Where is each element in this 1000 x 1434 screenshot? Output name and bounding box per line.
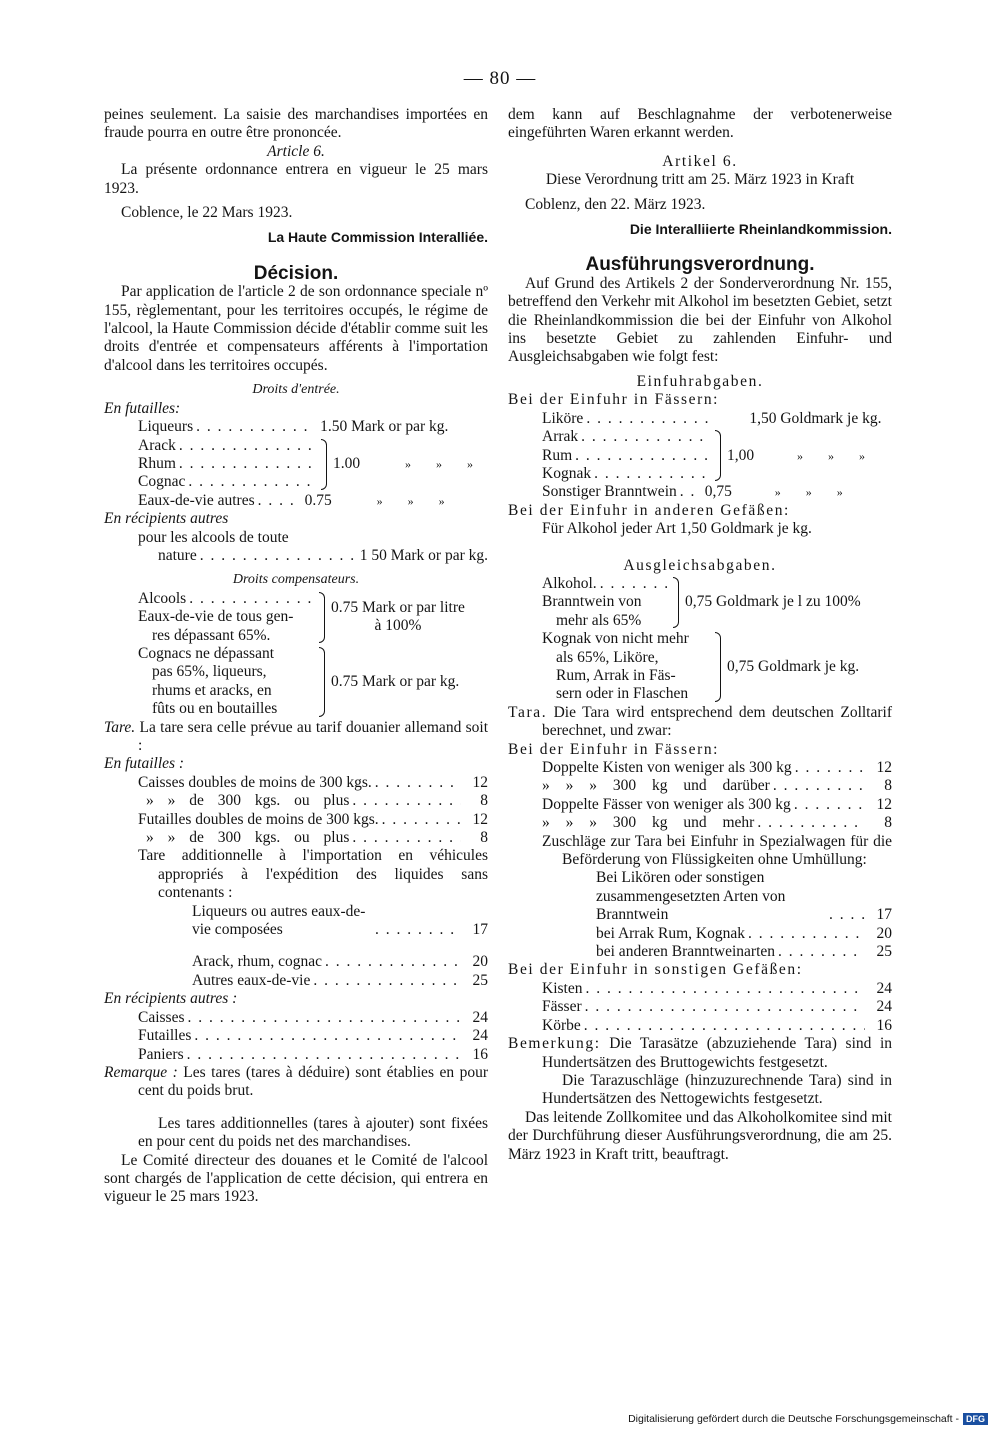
- left-remarque-label: Remarque :: [104, 1063, 178, 1081]
- left-place-date: Coblence, le 22 Mars 1923.: [121, 204, 293, 222]
- left-recip-row-0: Caisses . . . 24: [138, 1009, 488, 1027]
- left-pour-alcools-2: nature: [158, 546, 197, 564]
- right-comp1-line-0: Alkohol.: [542, 574, 597, 592]
- right-bemerkung-label: Bemerkung:: [508, 1035, 601, 1053]
- right-sonstiger-rate: 0,75: [704, 483, 732, 501]
- right-place-date: Coblenz, den 22. März 1923.: [525, 195, 706, 213]
- left-liqueurs-row: [138, 418, 488, 436]
- right-sonst-row-2: Körbe . . . 16: [542, 1017, 892, 1035]
- right-decision-title: Ausführungsverordnung.: [585, 254, 815, 276]
- left-eaux-autres-rate: 0.75: [304, 491, 332, 509]
- right-bei-faessern: Bei der Einfuhr in Fässern:: [508, 391, 720, 409]
- left-rhum: Rhum: [138, 454, 176, 472]
- credit-text: Digitalisierung gefördert durch die Deutsche Forschungsgemeinschaft -: [628, 1413, 959, 1425]
- left-en-recipients: En récipients autres: [104, 510, 229, 528]
- left-comp2: [104, 645, 488, 719]
- right-comp1-rate: 0,75 Goldmark je l zu 100%: [685, 593, 861, 611]
- left-comp2-rate: 0.75 Mark or par kg.: [331, 672, 460, 690]
- right-decision-text: Auf Grund des Artikels 2 der Sonderverordnung Nr. 155, betreffend den Verkehr mit Alkohol im besetzten Gebiet, setzt die Rheinlandkommission die bei der Einfuhr von Alkohol ins besetzte Gebiet zu zahlenden Einfuhr- und Ausgleichsabgaben wie folgt fest:: [508, 274, 892, 366]
- right-intro: dem kann auf Beschlagnahme der verbotenerweise eingeführten Waren erkannt werden.: [508, 106, 892, 142]
- right-group-rate: 1,00: [727, 446, 755, 464]
- page-number: — 80 —: [463, 68, 537, 89]
- left-group-rate: 1.00: [333, 454, 361, 472]
- left-tare-row-3: » » de 300 kgs. ou plus . . . 8: [138, 829, 488, 847]
- left-closing: Le Comité directeur des douanes et le Comité de l'alcool sont chargés de l'application de cette décision, qui entrera en vigueur le 25 mars 1923.: [104, 1151, 488, 1206]
- right-article-heading: Artikel 6.: [662, 152, 738, 170]
- dfg-logo: DFG: [963, 1413, 988, 1425]
- right-fuer-alkohol: Für Alkohol jeder Art 1,50 Goldmark je kg.: [542, 520, 812, 538]
- french-column: [104, 106, 488, 1207]
- right-comp2-line-2: Rum, Arrak in Fäs-: [556, 666, 676, 684]
- right-group-ditto: » » »: [797, 448, 865, 463]
- left-group-rows: [138, 437, 488, 492]
- left-comp1-line-0: Alcools: [138, 589, 187, 607]
- right-article-text: Diese Verordnung tritt am 25. März 1923 in Kraft: [545, 171, 855, 189]
- left-pour-alcools-rate: 1 50 Mark or par kg.: [359, 546, 488, 564]
- right-tara-row-1: » » » 300 kg und darüber . . . 8: [542, 777, 892, 795]
- left-arack: Arack: [138, 436, 176, 454]
- right-zuschlag-row-1: bei Arrak Rum, Kognak . . . 20: [596, 925, 892, 943]
- left-article-text: La présente ordonnance entrera en vigueur le 25 mars 1923.: [104, 161, 488, 197]
- right-comp2-line-0: Kognak von nicht mehr: [542, 630, 689, 648]
- left-eaux-autres: Eaux-de-vie autres: [138, 491, 255, 509]
- right-sonstiger-ditto: » » »: [774, 485, 843, 500]
- right-comp1-line-1: Branntwein von: [542, 593, 642, 611]
- right-zuschlaege-text: Die Tarazuschläge (hinzuzurechnende Tara) sind in Hundertsätzen des Nettogewichts festgesetzt.: [542, 1071, 892, 1108]
- left-tare-add-row-0: Liqueurs ou autres eaux-de-vie composées . . . 17: [192, 903, 488, 940]
- right-likoere-rate: 1,50 Goldmark je kg.: [749, 409, 882, 427]
- left-tare-row-2: Futailles doubles de moins de 300 kgs. . . . 12: [138, 811, 488, 829]
- right-sonst-row-0: Kisten . . . 24: [542, 980, 892, 998]
- right-comp1-line-2: mehr als 65%: [556, 611, 642, 629]
- right-zuschlag-row-2: bei anderen Branntweinarten . . . 25: [596, 943, 892, 961]
- right-zuschlag-row-0: Bei Likören oder sonstigen zusammengesetzten Arten von Branntwein . . . 17: [596, 869, 892, 924]
- left-en-futailles2: En futailles :: [104, 755, 185, 773]
- left-comp1-rate-1: à 100%: [374, 617, 422, 635]
- left-tares-add-text: Les tares additionnelles (tares à ajouter) sont fixées en pour cent du poids net des marchandises.: [138, 1114, 488, 1151]
- left-comp2-line-1: pas 65%, liqueurs,: [152, 663, 267, 681]
- right-kognak: Kognak: [542, 464, 592, 482]
- right-tara-row-2: Doppelte Fässer von weniger als 300 kg . . . 12: [542, 796, 892, 814]
- left-intro: peines seulement. La saisie des marchandises importées en fraude pourra en outre être prononcée.: [104, 106, 488, 142]
- left-remarque-text: Les tares (tares à déduire) sont établies en pour cent du poids brut.: [138, 1063, 488, 1100]
- left-comp2-line-2: rhums et aracks, en: [152, 681, 272, 699]
- right-sonst-row-1: Fässer . . . 24: [542, 998, 892, 1016]
- right-tara-row-0: Doppelte Kisten von weniger als 300 kg . . . 12: [542, 759, 892, 777]
- right-sonstiger-row: [542, 483, 892, 501]
- left-article-heading: Article 6.: [267, 142, 325, 160]
- left-tare-label: Tare.: [104, 718, 136, 736]
- right-ausgleich-heading: Ausgleichsabgaben.: [623, 556, 777, 574]
- left-comp1-line-1: Eaux-de-vie de tous gen-: [138, 608, 294, 626]
- left-signature: La Haute Commission Interalliée.: [267, 229, 488, 246]
- right-tara-row-3: » » » 300 kg und mehr . . . 8: [542, 814, 892, 832]
- right-zuschlaege: Zuschläge zur Tara bei Einfuhr in Spezialwagen für die Beförderung von Flüssigkeiten ohne Umhüllung:: [542, 832, 892, 869]
- left-tare-row-1: » » de 300 kgs. ou plus . . . 8: [138, 792, 488, 810]
- right-tara-label: Tara.: [508, 703, 548, 721]
- right-likoere: Liköre: [542, 409, 584, 427]
- left-tare-text: La tare sera celle prévue au tarif douanier allemand soit :: [138, 718, 489, 754]
- german-column: [508, 106, 892, 1164]
- left-pour-alcools-1: pour les alcools de toute: [138, 528, 289, 546]
- left-comp2-line-3: fûts ou en boutailles: [152, 700, 278, 718]
- left-liqueurs-rate: 1.50 Mark or par kg.: [320, 418, 449, 436]
- right-comp2-line-3: sern oder in Flaschen: [556, 685, 689, 703]
- left-tare-add: Tare additionnelle à l'importation en véhicules appropriés à l'expédition des liquides sans contenants :: [138, 847, 488, 902]
- left-group-ditto: » » »: [405, 456, 473, 471]
- right-bei-anderen: Bei der Einfuhr in anderen Gefäßen:: [508, 501, 790, 519]
- left-recip-row-2: Paniers . . . 16: [138, 1046, 488, 1064]
- left-droits-entree-heading: Droits d'entrée.: [252, 382, 340, 398]
- left-liqueurs-label: Liqueurs: [138, 418, 194, 436]
- right-comp1: [508, 575, 892, 630]
- left-comp1-line-2: res dépassant 65%.: [152, 626, 271, 644]
- left-decision-text: Par application de l'article 2 de son ordonnance speciale nº 155, règlementant, pour les territoires occupés, le régime de l'alcool, la Haute Commission décide d'établir comme suit les droits d'entrée et compensateurs afférents à l'importation d'alcool dans les territoires occupés.: [104, 283, 488, 374]
- digitization-credit: [628, 1413, 988, 1425]
- right-sonstiger: Sonstiger Branntwein: [542, 483, 677, 501]
- right-likoere-row: [542, 410, 892, 428]
- left-comp1-rate-0: 0.75 Mark or par litre: [331, 598, 465, 616]
- left-cognac: Cognac: [138, 473, 186, 491]
- right-einfuhr-heading: Einfuhrabgaben.: [636, 372, 764, 390]
- right-bemerkung-text: Die Tarasätze (abzuziehende Tara) sind in Hundertsätzen des Bruttogewichts festgesetzt.: [542, 1035, 893, 1071]
- right-rum: Rum: [542, 446, 573, 464]
- right-bei-sonstigen: Bei der Einfuhr in sonstigen Gefäßen:: [508, 961, 803, 979]
- right-bei-faessern2: Bei der Einfuhr in Fässern:: [508, 740, 720, 758]
- left-comp2-line-0: Cognacs ne dépassant: [138, 644, 275, 662]
- left-recip-row-1: Futailles . . . 24: [138, 1027, 488, 1045]
- left-eaux-ditto: » » »: [376, 493, 445, 508]
- right-tara-text: Die Tara wird entsprechend dem deutschen Zolltarif berechnet, und zwar:: [542, 703, 892, 740]
- right-comp2-rate: 0,75 Goldmark je kg.: [727, 657, 860, 675]
- right-comp2: [508, 630, 892, 704]
- left-droits-comp-heading: Droits compensateurs.: [232, 572, 360, 588]
- left-en-recipients2: En récipients autres :: [104, 990, 238, 1008]
- left-tare-row-0: Caisses doubles de moins de 300 kgs. . . . 12: [138, 774, 488, 792]
- left-comp1: [104, 590, 488, 645]
- left-tare-add-row-1: Arack, rhum, cognac . . . 20: [192, 953, 488, 971]
- right-signature: Die Interalliierte Rheinlandkommission.: [629, 221, 892, 238]
- right-group-rows: [542, 428, 892, 483]
- right-closing: Das leitende Zollkomitee und das Alkoholkomitee sind mit der Durchführung dieser Ausführungsverordnung, die am 25. März 1923 in Kraft tritt, beauftragt.: [508, 1108, 892, 1163]
- left-group-brace: [321, 439, 327, 490]
- left-decision-title: Décision.: [253, 262, 339, 284]
- left-tare-add-row-2: Autres eaux-de-vie . . . 25: [192, 972, 488, 990]
- left-eaux-autres-row: [138, 492, 488, 510]
- left-en-futailles: En futailles:: [104, 399, 181, 417]
- right-comp2-line-1: als 65%, Liköre,: [556, 648, 659, 666]
- right-arrak: Arrak: [542, 428, 579, 446]
